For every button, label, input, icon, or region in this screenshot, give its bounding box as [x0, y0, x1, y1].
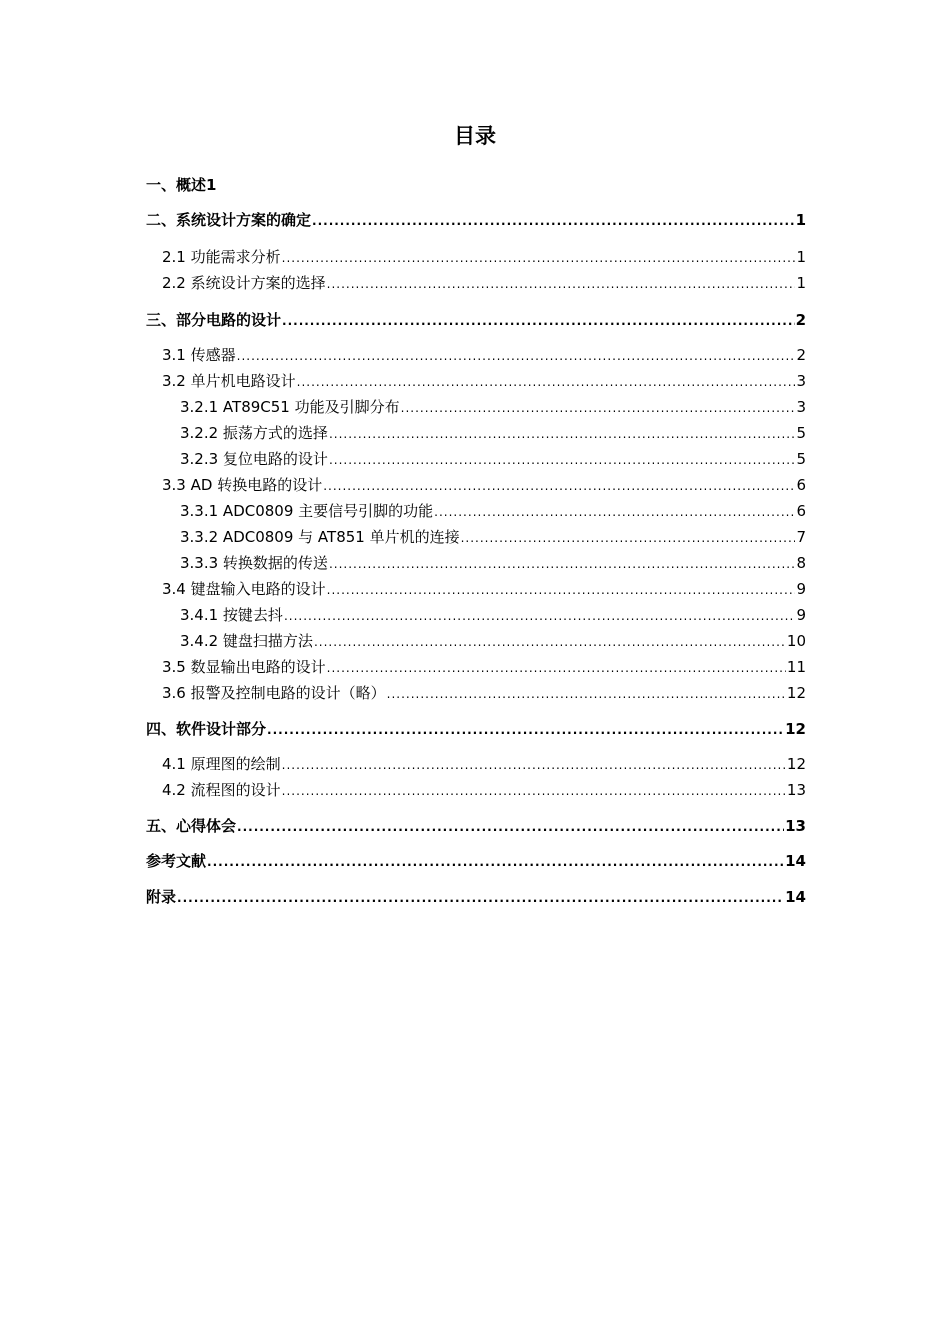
toc-page-number: 12 [786, 755, 806, 773]
toc-entry[interactable] [146, 682, 806, 703]
toc-leader-dots [327, 583, 796, 597]
toc-entry-label: 3.4.1 按键去抖 [180, 606, 283, 624]
toc-page-number: 1 [796, 248, 806, 266]
toc-entry-label: 三、部分电路的设计 [146, 311, 282, 329]
toc-page-number: 9 [796, 606, 806, 624]
toc-entry[interactable] [146, 886, 806, 907]
toc-entry[interactable] [146, 815, 806, 836]
toc-leader-dots [327, 661, 786, 675]
toc-page-number: 7 [796, 528, 806, 546]
toc-entry[interactable] [146, 396, 806, 417]
toc-entry-label: 3.2.2 振荡方式的选择 [180, 424, 328, 442]
toc-page-number: 1 [795, 211, 806, 229]
toc-page-number: 14 [785, 852, 806, 870]
toc-entry[interactable] [146, 272, 806, 293]
toc-entry[interactable] [146, 779, 806, 800]
toc-entry[interactable] [146, 370, 806, 391]
toc-entry[interactable] [146, 174, 806, 195]
toc-leader-dots [297, 375, 796, 389]
toc-leader-dots [284, 609, 796, 623]
toc-entry-label: 3.3 AD 转换电路的设计 [162, 476, 323, 494]
toc-page-number: 9 [796, 580, 806, 598]
toc-entry-label: 3.4.2 键盘扫描方法 [180, 632, 313, 650]
toc-leader-dots [401, 401, 796, 415]
toc-leader-dots [387, 687, 786, 701]
toc-entry-label: 4.2 流程图的设计 [162, 781, 281, 799]
toc-entry-label: 3.2.3 复位电路的设计 [180, 450, 328, 468]
toc-entry-label: 2.2 系统设计方案的选择 [162, 274, 326, 292]
toc-leader-dots [312, 214, 795, 228]
toc-leader-dots [434, 505, 795, 519]
toc-entry-label: 3.6 报警及控制电路的设计（略） [162, 684, 386, 702]
toc-leader-dots [177, 891, 784, 905]
toc-entry-label: 附录 [146, 888, 177, 906]
toc-leader-dots [237, 820, 784, 834]
toc-entry[interactable] [146, 753, 806, 774]
toc-entry[interactable] [146, 578, 806, 599]
toc-entry[interactable] [146, 500, 806, 521]
toc-leader-dots [329, 453, 796, 467]
toc-entry-label: 五、心得体会 [146, 817, 237, 835]
toc-entry-label: 四、软件设计部分 [146, 720, 267, 738]
toc-leader-dots [329, 557, 796, 571]
toc-page-number: 2 [795, 311, 806, 329]
toc-entry-label: 3.5 数显输出电路的设计 [162, 658, 326, 676]
toc-entry[interactable] [146, 552, 806, 573]
toc-entry[interactable] [146, 209, 806, 230]
toc-entry-label: 2.1 功能需求分析 [162, 248, 281, 266]
toc-entry[interactable] [146, 604, 806, 625]
toc-leader-dots [267, 723, 784, 737]
toc-leader-dots [461, 531, 796, 545]
toc-page-number: 6 [796, 476, 806, 494]
toc-entry[interactable] [146, 422, 806, 443]
toc-entry[interactable] [146, 718, 806, 739]
toc-page-number: 14 [785, 888, 806, 906]
toc-leader-dots [237, 349, 796, 363]
toc-entry-label: 二、系统设计方案的确定 [146, 211, 312, 229]
toc-entry-label: 3.3.3 转换数据的传送 [180, 554, 328, 572]
toc-entry-label: 3.4 键盘输入电路的设计 [162, 580, 326, 598]
toc-page-number: 3 [796, 398, 806, 416]
toc-entry[interactable] [146, 246, 806, 267]
toc-leader-dots [323, 479, 795, 493]
toc-entry-label: 一、概述 [146, 176, 207, 194]
toc-page-number: 1 [796, 274, 806, 292]
toc-entry-label: 3.2.1 AT89C51 功能及引脚分布 [180, 398, 400, 416]
toc-entry[interactable] [146, 850, 806, 871]
toc-page-number: 6 [796, 502, 806, 520]
toc-page-number: 1 [206, 176, 217, 194]
toc-entry[interactable] [146, 344, 806, 365]
toc-entry-label: 3.3.1 ADC0809 主要信号引脚的功能 [180, 502, 434, 520]
toc-leader-dots [329, 427, 796, 441]
toc-page-number: 13 [786, 781, 806, 799]
toc-entry-label: 3.3.2 ADC0809 与 AT851 单片机的连接 [180, 528, 460, 546]
toc-page-number: 2 [796, 346, 806, 364]
toc-entry[interactable] [146, 656, 806, 677]
toc-entry[interactable] [146, 630, 806, 651]
toc-title: 目录 [454, 124, 496, 148]
toc-page-number: 5 [796, 424, 806, 442]
toc-entry-label: 参考文献 [146, 852, 207, 870]
toc-page-number: 5 [796, 450, 806, 468]
toc-page-number: 12 [785, 720, 806, 738]
toc-entry-label: 3.1 传感器 [162, 346, 236, 364]
toc-leader-dots [282, 758, 786, 772]
toc-leader-dots [314, 635, 786, 649]
toc-page-number: 12 [786, 684, 806, 702]
toc-entry-label: 4.1 原理图的绘制 [162, 755, 281, 773]
toc-page-number: 10 [786, 632, 806, 650]
toc-leader-dots [282, 314, 795, 328]
toc-leader-dots [282, 784, 786, 798]
toc-entry[interactable] [146, 309, 806, 330]
toc-entry[interactable] [146, 526, 806, 547]
toc-page-number: 13 [785, 817, 806, 835]
toc-leader-dots [207, 855, 784, 869]
toc-page-number: 3 [796, 372, 806, 390]
toc-page-number: 8 [796, 554, 806, 572]
toc-leader-dots [327, 277, 796, 291]
toc-entry[interactable] [146, 448, 806, 469]
toc-leader-dots [282, 251, 796, 265]
toc-entry-label: 3.2 单片机电路设计 [162, 372, 296, 390]
toc-entry[interactable] [146, 474, 806, 495]
toc-page-number: 11 [786, 658, 806, 676]
